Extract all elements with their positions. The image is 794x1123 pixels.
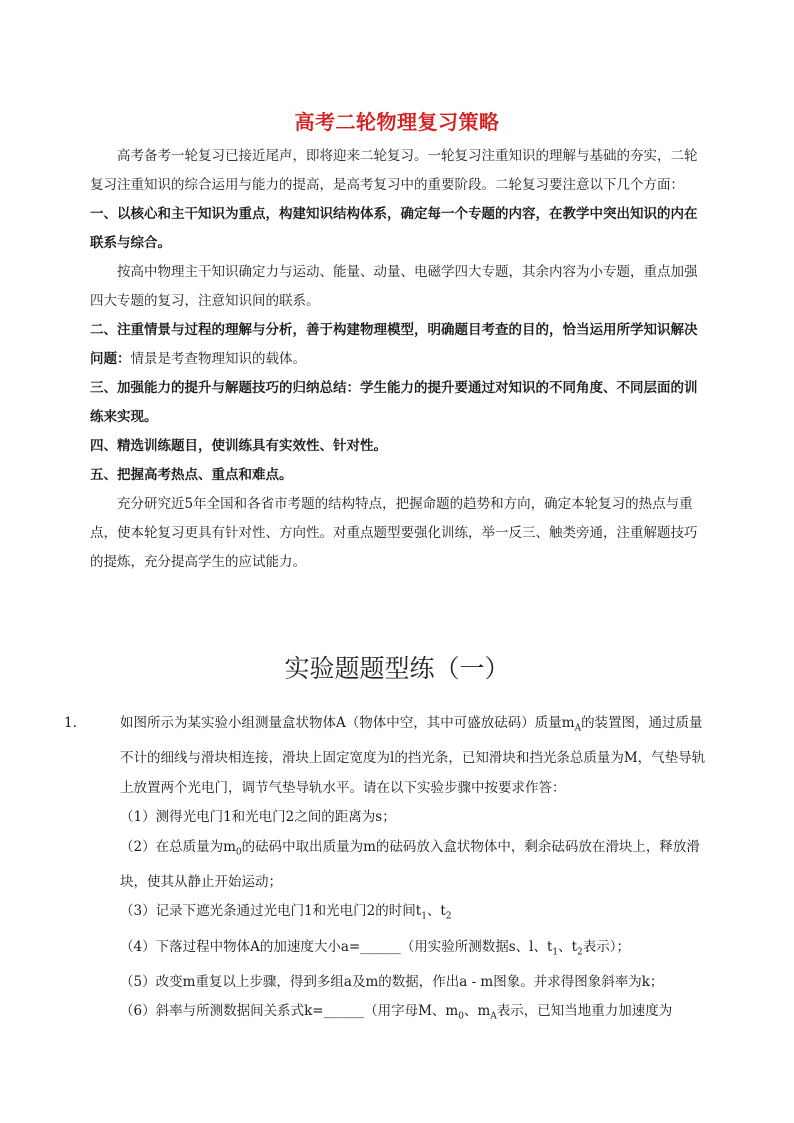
question-number: 1. (64, 715, 77, 731)
point-2-body: 情景是考查物理知识的载体。 (130, 351, 306, 367)
point-1-body: 按高中物理主干知识确定力与运动、能量、动量、电磁学四大专题，其余内容为小专题，重点加强四大专题的复习，注意知识间的联系。 (90, 264, 698, 309)
point-4-heading: 四、精选训练题目，使训练具有实效性、针对性。 (90, 438, 387, 454)
step-5: （5）改变m重复以上步骤，得到多组a及m的数据，作出a - m图象。并求得图象斜率为k； (120, 973, 664, 990)
point-1-heading: 一、以核心和主干知识为重点，构建知识结构体系，确定每一个专题的内容，在教学中突出知识的内在联系与综合。 (90, 206, 698, 251)
strategy-section (90, 142, 710, 577)
section-title: 实验题题型练（一） (284, 654, 510, 683)
question-1 (64, 709, 707, 1032)
step-6: （6）斜率与所测数据间关系式k=______（用字母M、$m_0$、$m_A$表示，已知当地重力加速度为 (120, 1003, 673, 1022)
step-3: （3）记录下遮光条通过光电门1和光电门2的时间$t_1$、$t_2$ (120, 903, 452, 923)
point-2-heading: 二、注重情景与过程的理解与分析，善于构建物理模型，明确题目考查的目的，恰当运用所学知识解决问题： (90, 322, 698, 367)
step-2: （2）在总质量为$m_0$的砝码中取出质量为m的砝码放入盒状物体中，剩余砝码放在滑块上，释放滑块，使其从静止开始运动； (120, 838, 700, 890)
step-1: （1）测得光电门1和光电门2之间的距离为s； (120, 809, 396, 826)
point-3-heading: 三、加强能力的提升与解题技巧的归纳总结：学生能力的提升要通过对知识的不同角度、不同层面的训练来实现。 (90, 380, 698, 425)
intro-paragraph: 高考备考一轮复习已接近尾声，即将迎来二轮复习。一轮复习注重知识的理解与基础的夯实，二轮复习注重知识的综合运用与能力的提高，是高考复习中的重要阶段。二轮复习要注意以下几个方面： (90, 148, 698, 193)
point-2 (90, 316, 710, 374)
point-5-body: 充分研究近5年全国和各省市考题的结构特点，把握命题的趋势和方向，确定本轮复习的热点与重点，使本轮复习更具有针对性、方向性。对重点题型要强化训练，举一反三、触类旁通，注重解题技巧的提炼，充分提高学生的应试能力。 (90, 496, 698, 570)
answer-blank[interactable]: ______ (323, 1003, 365, 1020)
point-5-heading: 五、把握高考热点、重点和难点。 (90, 467, 293, 483)
document-title: 高考二轮物理复习策略 (294, 110, 500, 134)
step-4: （4）下落过程中物体A的加速度大小a=______（用实验所测数据s、l、$t_1$、$t_2$表示）； (120, 938, 631, 958)
question-1-stem: 1. 如图所示为某实验小组测量盒状物体A（物体中空，其中可盛放砝码）质量$m_A$的装置图，通过质量不计的细线与滑块相连接，滑块上固定宽度为l的挡光条，已知滑块和挡光条总质量为M，气垫导轨上放置两个光电门，调节气垫导轨水平。请在以下实验步骤中按要求作答： (92, 709, 707, 803)
answer-blank[interactable]: ______ (360, 938, 401, 955)
